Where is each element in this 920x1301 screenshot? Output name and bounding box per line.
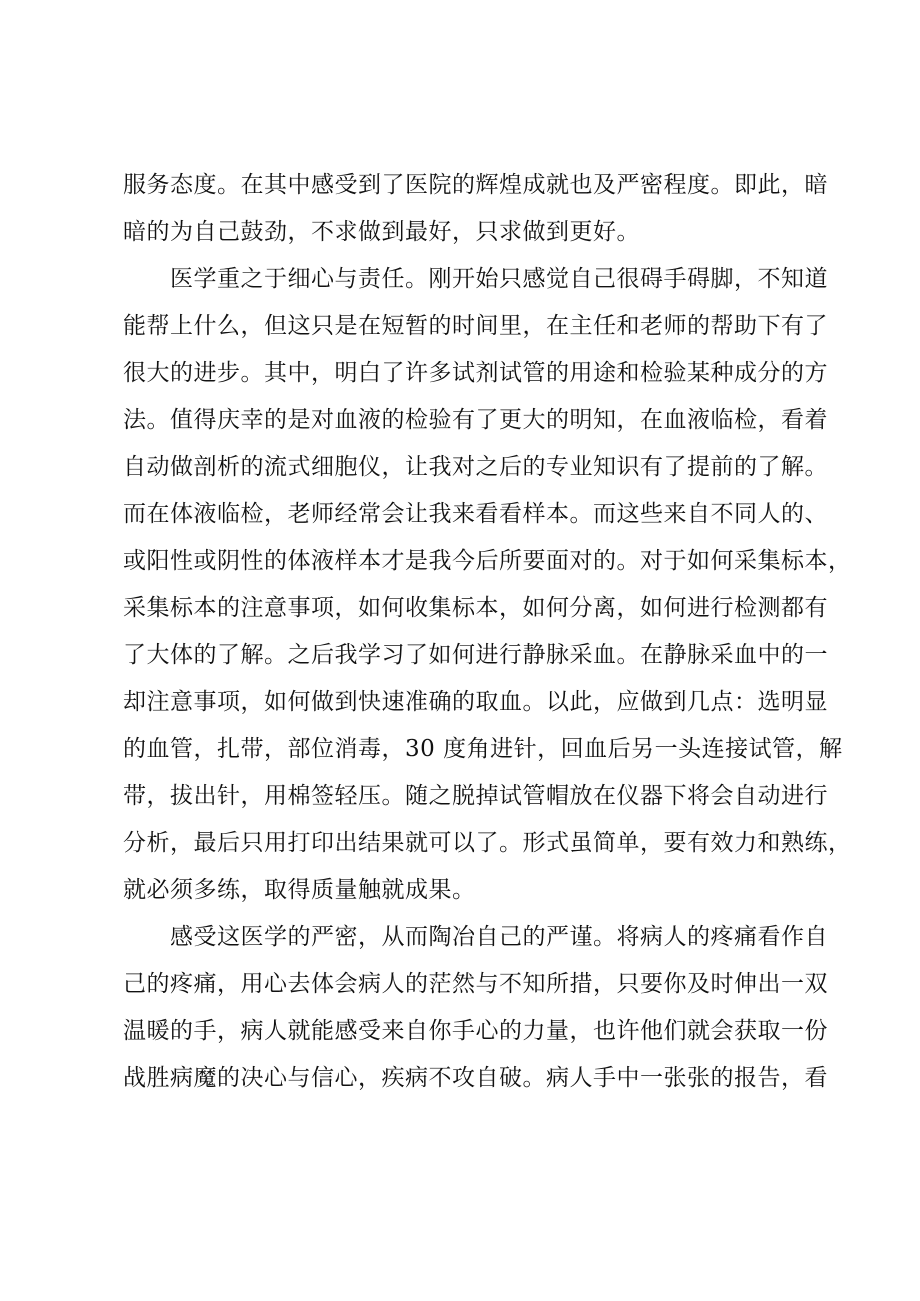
text-line: 法。值得庆幸的是对血液的检验有了更大的明知，在血液临检，看着 bbox=[123, 407, 828, 433]
body-text bbox=[123, 162, 852, 1102]
text-line: 医学重之于细心与责任。刚开始只感觉自己很碍手碍脚，不知道 bbox=[170, 266, 828, 292]
text-line: 了大体的了解。之后我学习了如何进行静脉采血。在静脉采血中的一 bbox=[123, 642, 828, 668]
text-line: 感受这医学的严密，从而陶冶自己的严谨。将病人的疼痛看作自 bbox=[170, 924, 828, 950]
text-line: 或阳性或阴性的体液样本才是我今后所要面对的。对于如何采集标本， bbox=[123, 548, 852, 574]
text-line: 的血管，扎带，部位消毒，30 度角进针，回血后另一头连接试管，解 bbox=[123, 736, 843, 762]
text-line: 带，拔出针，用棉签轻压。随之脱掉试管帽放在仪器下将会自动进行 bbox=[123, 783, 828, 809]
text-line: 温暖的手，病人就能感受来自你手心的力量，也许他们就会获取一份 bbox=[123, 1018, 828, 1044]
text-line: 己的疼痛，用心去体会病人的茫然与不知所措，只要你及时伸出一双 bbox=[123, 971, 828, 997]
text-line: 很大的进步。其中，明白了许多试剂试管的用途和检验某种成分的方 bbox=[123, 360, 828, 386]
text-line: 就必须多练，取得质量触就成果。 bbox=[123, 877, 476, 903]
text-line: 分析，最后只用打印出结果就可以了。形式虽简单，要有效力和熟练， bbox=[123, 830, 852, 856]
text-line: 暗的为自己鼓劲，不求做到最好，只求做到更好。 bbox=[123, 219, 640, 245]
text-line: 能帮上什么，但这只是在短暂的时间里，在主任和老师的帮助下有了 bbox=[123, 313, 828, 339]
text-line: 却注意事项，如何做到快速准确的取血。以此，应做到几点：选明显 bbox=[123, 689, 828, 715]
text-line: 战胜病魔的决心与信心，疾病不攻自破。病人手中一张张的报告，看 bbox=[123, 1065, 828, 1091]
text-line: 采集标本的注意事项，如何收集标本，如何分离，如何进行检测都有 bbox=[123, 595, 828, 621]
text-line: 服务态度。在其中感受到了医院的辉煌成就也及严密程度。即此，暗 bbox=[123, 172, 828, 198]
text-line: 而在体液临检，老师经常会让我来看看样本。而这些来自不同人的、 bbox=[123, 501, 828, 527]
text-line: 自动做剖析的流式细胞仪，让我对之后的专业知识有了提前的了解。 bbox=[123, 454, 828, 480]
